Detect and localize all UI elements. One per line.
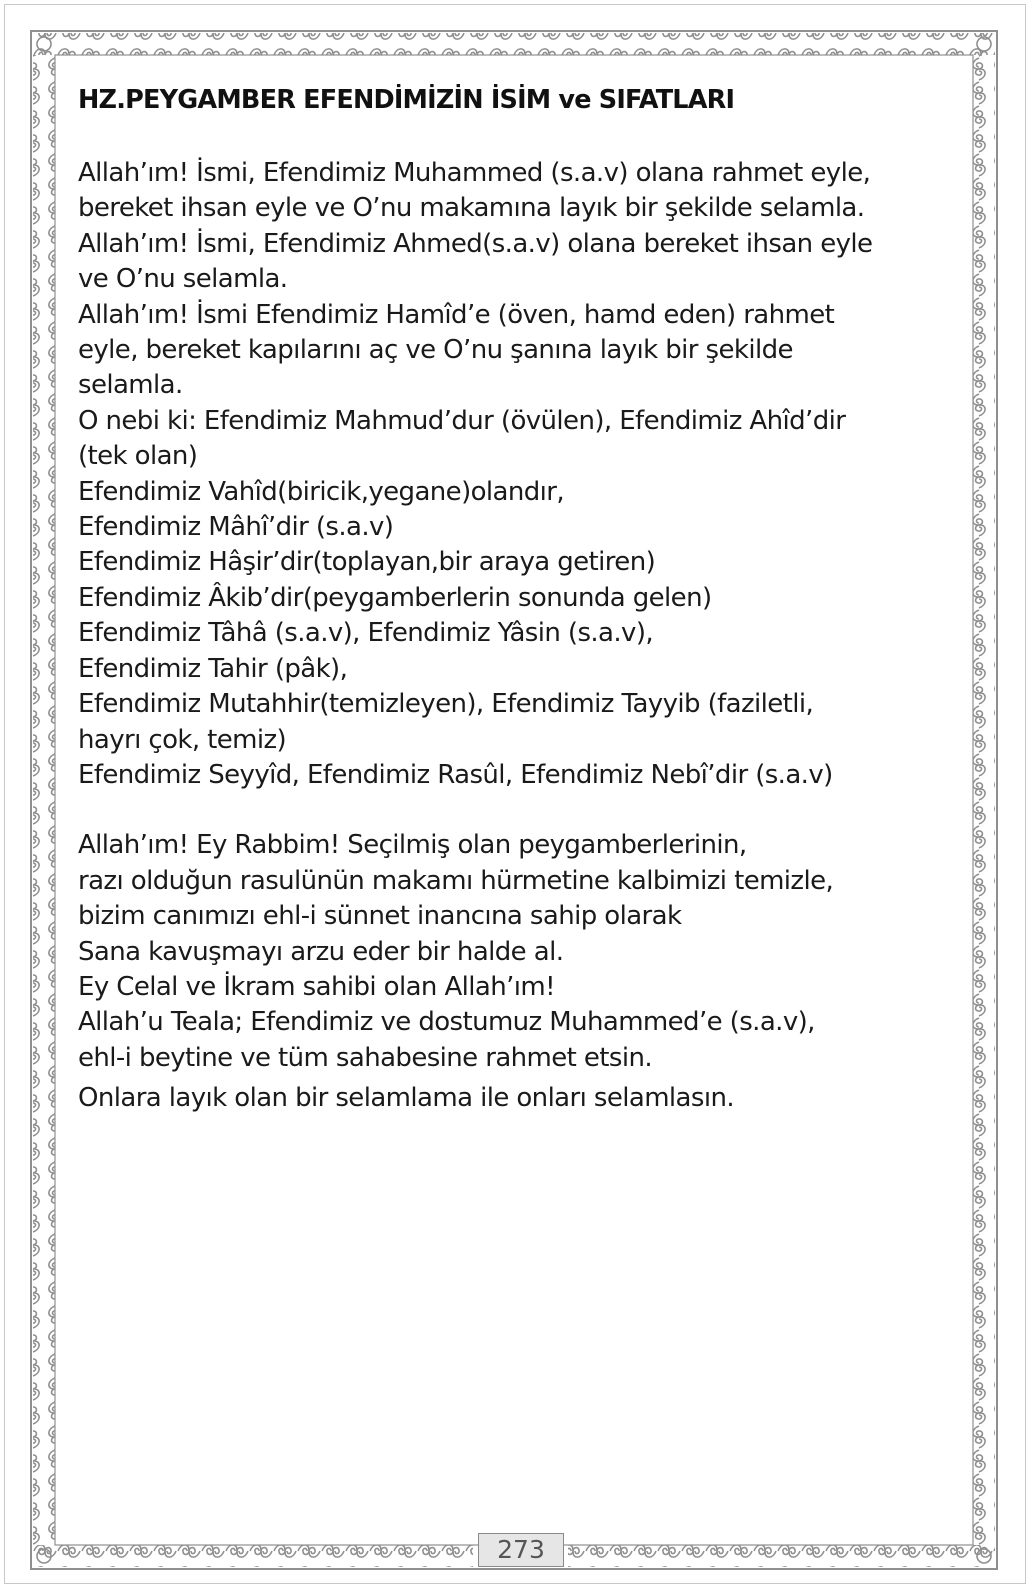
page-number: 273: [478, 1533, 564, 1567]
text-line: (tek olan): [78, 441, 198, 472]
text-line: ehl-i beytine ve tüm sahabesine rahmet etsin.: [78, 1042, 653, 1073]
text-line: Efendimiz Mutahhir(temizleyen), Efendimiz Tayyib (faziletli,: [78, 689, 814, 720]
text-line: Efendimiz Seyyîd, Efendimiz Rasûl, Efendimiz Nebî’dir (s.a.v): [78, 759, 833, 790]
text-line: O nebi ki: Efendimiz Mahmud’dur (övülen), Efendimiz Ahîd’dir: [78, 405, 846, 436]
text-line: eyle, bereket kapılarını aç ve O’nu şanına layık bir şekilde: [78, 335, 793, 366]
text-line: Efendimiz Mâhî’dir (s.a.v): [78, 512, 394, 543]
text-line: Allah’ım! İsmi Efendimiz Hamîd’e (öven, hamd eden) rahmet: [78, 299, 835, 330]
paragraph-prayer-names: [78, 156, 968, 793]
text-line: Sana kavuşmayı arzu eder bir halde al.: [78, 936, 564, 967]
text-line: selamla.: [78, 370, 183, 401]
text-line: ve O’nu selamla.: [78, 264, 288, 295]
text-line: Efendimiz Âkib’dir(peygamberlerin sonunda gelen): [78, 582, 712, 613]
text-line: Allah’ım! İsmi, Efendimiz Muhammed (s.a.v) olana rahmet eyle,: [78, 158, 871, 188]
text-line: razı olduğun rasulünün makamı hürmetine kalbimizi temizle,: [78, 865, 834, 896]
page-title: HZ.PEYGAMBER EFENDİMİZİN İSİM ve SIFATLARI: [78, 85, 735, 115]
text-line: bizim canımızı ehl-i sünnet inancına sahip olarak: [78, 901, 682, 932]
text-line: hayrı çok, temiz): [78, 724, 287, 755]
text-line: Efendimiz Tâhâ (s.a.v), Efendimiz Yâsin (s.a.v),: [78, 618, 654, 649]
text-line: Efendimiz Tahir (pâk),: [78, 653, 348, 684]
text-line: bereket ihsan eyle ve O’nu makamına layık bir şekilde selamla.: [78, 193, 865, 224]
text-line: Allah’ım! İsmi, Efendimiz Ahmed(s.a.v) olana bereket ihsan eyle: [78, 228, 873, 259]
text-line: Allah’u Teala; Efendimiz ve dostumuz Muhammed’e (s.a.v),: [78, 1007, 815, 1038]
final-line: Onlara layık olan bir selamlama ile onları selamlasın.: [78, 1083, 734, 1114]
text-line: Ey Celal ve İkram sahibi olan Allah’ım!: [78, 971, 555, 1002]
main-content: [78, 78, 968, 1117]
text-line: Efendimiz Hâşir’dir(toplayan,bir araya getiren): [78, 547, 656, 578]
text-line: Efendimiz Vahîd(biricik,yegane)olandır,: [78, 476, 565, 507]
text-line: Allah’ım! Ey Rabbim! Seçilmiş olan peygamberlerinin,: [78, 830, 747, 861]
paragraph-closing-prayer: [78, 828, 968, 1076]
paragraph-spacer: [78, 793, 968, 828]
